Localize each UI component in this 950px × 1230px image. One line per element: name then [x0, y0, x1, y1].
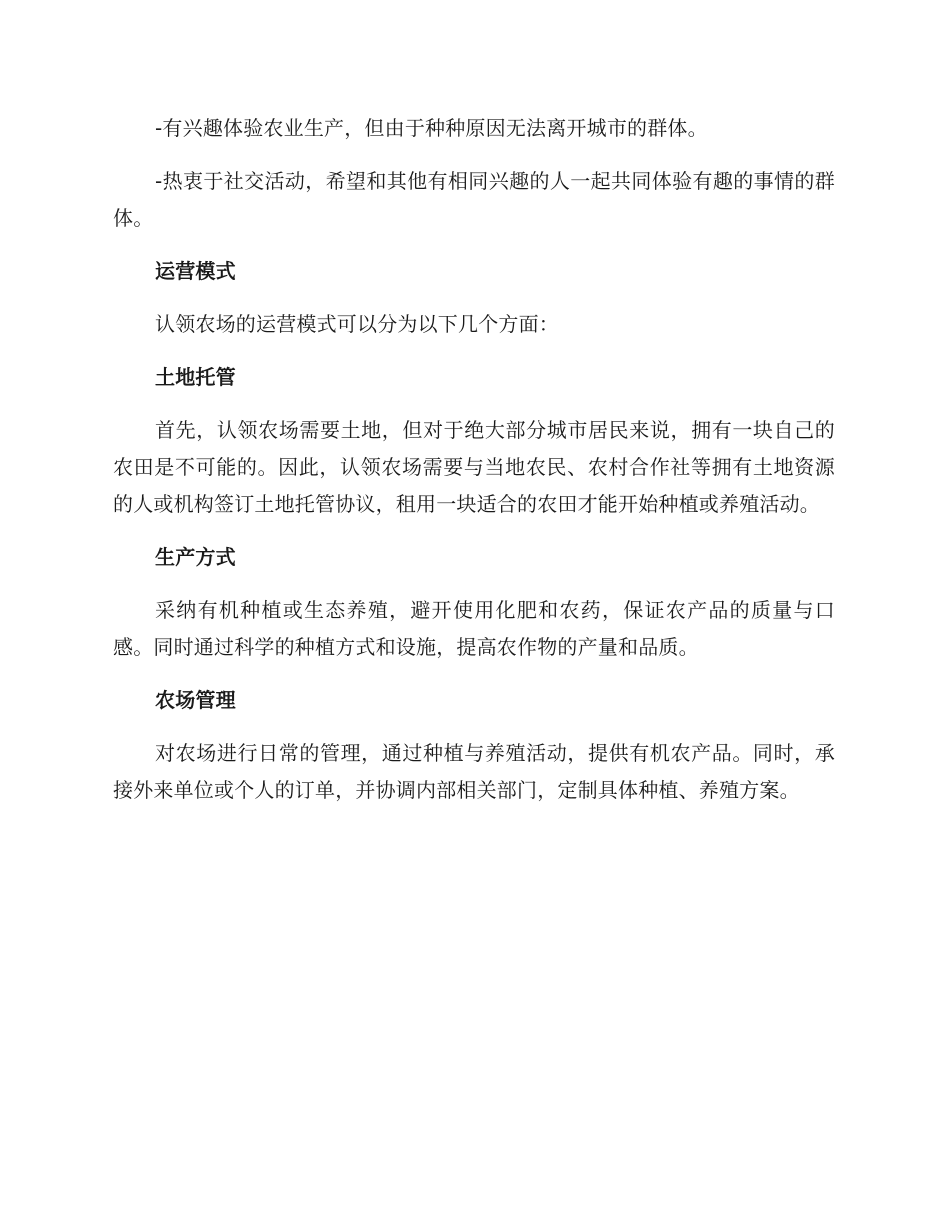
heading-operation-model: 运营模式: [155, 259, 236, 283]
heading-land-trusteeship: 土地托管: [155, 365, 236, 389]
heading-production-method: 生产方式: [155, 545, 236, 569]
paragraph-target-group-2: -热衷于社交活动，希望和其他有相同兴趣的人一起共同体验有趣的事情的群体。: [113, 169, 835, 230]
paragraph-production-method: 采纳有机种植或生态养殖，避开使用化肥和农药，保证农产品的质量与口感。同时通过科学的种植方式和设施，提高农作物的产量和品质。: [113, 598, 835, 659]
document-body: [113, 110, 835, 825]
paragraph-target-group-1: -有兴趣体验农业生产，但由于种种原因无法离开城市的群体。: [155, 116, 708, 140]
paragraph-land-trusteeship: 首先，认领农场需要土地，但对于绝大部分城市居民来说，拥有一块自己的农田是不可能的。因此，认领农场需要与当地农民、农村合作社等拥有土地资源的人或机构签订土地托管协议，租用一块适合的农田才能开始种植或养殖活动。: [113, 418, 835, 516]
heading-farm-management: 农场管理: [155, 688, 236, 712]
paragraph-farm-management: 对农场进行日常的管理，通过种植与养殖活动，提供有机农产品。同时，承接外来单位或个人的订单，并协调内部相关部门，定制具体种植、养殖方案。: [113, 741, 835, 802]
paragraph-operation-intro: 认领农场的运营模式可以分为以下几个方面：: [155, 312, 559, 336]
